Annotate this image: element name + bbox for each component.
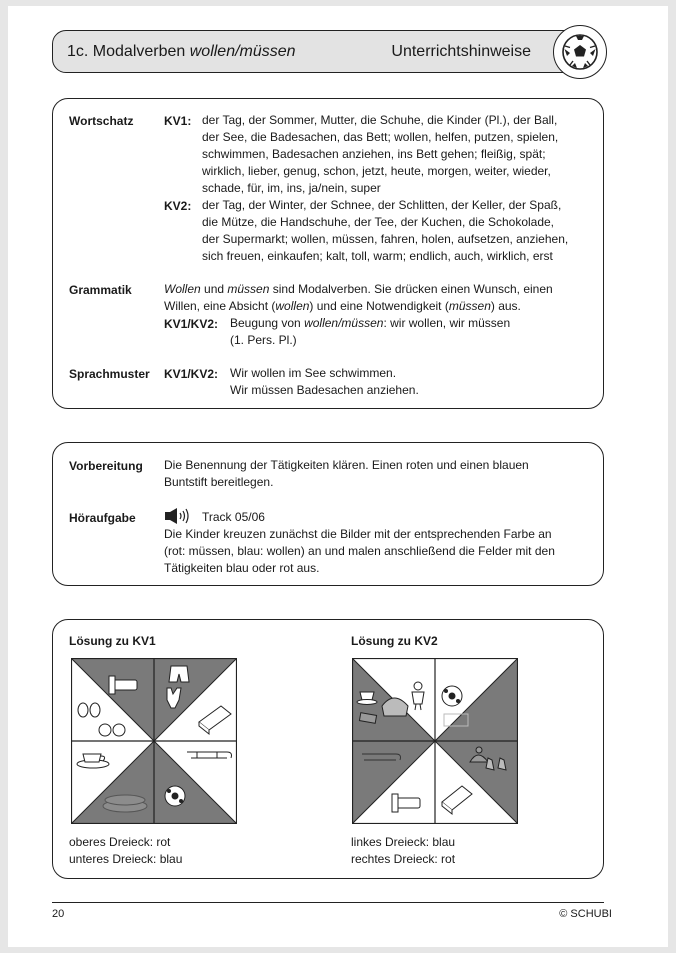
kv2-line: der Tag, der Winter, der Schnee, der Schlitten, der Keller, der Spaß, <box>202 198 562 212</box>
beugung-text <box>230 315 510 349</box>
footer-divider <box>52 902 604 903</box>
sprachmuster-line: Wir wollen im See schwimmen. <box>230 366 397 380</box>
hoeraufgabe-text <box>164 526 555 577</box>
solutions-box <box>52 619 604 879</box>
kv1-line: der See, die Badesachen, das Bett; wollen, helfen, putzen, spielen, <box>202 130 559 144</box>
sprachmuster-text <box>230 365 419 399</box>
grammatik-text <box>164 281 553 315</box>
kv1-solution-title: Lösung zu KV1 <box>69 634 156 648</box>
vorbereitung-label: Vorbereitung <box>69 459 143 473</box>
track-label: Track 05/06 <box>202 510 265 524</box>
kv2-line: die Mütze, die Handschuhe, der Tee, der Kuchen, die Schokolade, <box>202 215 555 229</box>
ball-icon <box>165 786 185 806</box>
vorbereitung-line: Buntstift bereitlegen. <box>164 475 274 489</box>
kv2-label: KV2: <box>164 199 192 213</box>
page-header <box>52 30 604 73</box>
kv2-line: der Supermarkt; wollen, müssen, fahren, holen, aufsetzen, anziehen, <box>202 232 569 246</box>
kv1-caption-line: oberes Dreieck: rot <box>69 835 171 849</box>
grammatik-word: Wollen <box>164 282 201 296</box>
pears-icon <box>78 703 100 717</box>
page-title <box>67 43 296 61</box>
wortschatz-label: Wortschatz <box>69 114 134 128</box>
grammatik-word: müssen <box>227 282 270 296</box>
beugung-word: : wir wollen, wir müssen <box>383 316 511 330</box>
kv2-solution-title: Lösung zu KV2 <box>351 634 438 648</box>
grammatik-word: sind Modalverben. Sie drücken einen Wunsch, einen <box>269 282 553 296</box>
grammatik-word: ) aus. <box>490 299 521 313</box>
grammatik-word: ) und eine Notwendigkeit ( <box>309 299 449 313</box>
apples-icon <box>99 724 125 736</box>
kv2-caption-line: linkes Dreieck: blau <box>351 835 456 849</box>
kv1-line: der Tag, der Sommer, Mutter, die Schuhe, die Kinder (Pl.), der Ball, <box>202 113 558 127</box>
kv1-kv2-label: KV1/KV2: <box>164 317 219 331</box>
kv1-solution-grid <box>71 658 237 824</box>
kv1-label: KV1: <box>164 114 192 128</box>
instructions-box <box>52 442 604 586</box>
kv1-line: schade, für, im, ins, ja/nein, super <box>202 181 381 195</box>
title-italic: wollen/müssen <box>189 43 296 60</box>
vorbereitung-text <box>164 457 529 491</box>
kv2-solution-grid <box>352 658 518 824</box>
grammatik-word: Willen, eine Absicht ( <box>164 299 276 313</box>
kv2-caption-line: rechtes Dreieck: rot <box>351 852 456 866</box>
kv1-caption-line: unteres Dreieck: blau <box>69 852 183 866</box>
ball-icon <box>442 686 462 706</box>
hoeraufgabe-line: Tätigkeiten blau oder rot aus. <box>164 561 320 575</box>
beugung-word: wollen/müssen <box>304 316 384 330</box>
kv2-line: sich freuen, einkaufen; kalt, toll, warm; endlich, auch, wirklich, erst <box>202 249 553 263</box>
book-icon <box>199 706 231 734</box>
vocabulary-box <box>52 98 604 409</box>
kv1-vocabulary <box>202 112 558 197</box>
title-prefix: 1c. Modalverben <box>67 43 190 60</box>
hoeraufgabe-line: Die Kinder kreuzen zunächst die Bilder mit der entsprechenden Farbe an <box>164 527 552 541</box>
kv2-caption <box>351 834 455 868</box>
book-icon <box>442 786 472 814</box>
hoeraufgabe-line: (rot: müssen, blau: wollen) an und malen anschließend die Felder mit den <box>164 544 555 558</box>
bed-icon <box>392 794 420 812</box>
cake-icon <box>103 795 147 812</box>
beugung-word: Beugung von <box>230 316 305 330</box>
sprachmuster-line: Wir müssen Badesachen anziehen. <box>230 383 419 397</box>
soccer-ball-icon <box>553 25 607 79</box>
kv1-line: wirklich, lieber, genug, schon, jetzt, heute, morgen, weiter, wieder, <box>202 164 551 178</box>
grammatik-word: und <box>200 282 228 296</box>
cup-icon <box>77 754 109 768</box>
child-icon <box>412 682 424 710</box>
hoeraufgabe-label: Höraufgabe <box>69 511 136 525</box>
page-number: 20 <box>52 908 65 920</box>
grammatik-word: wollen <box>275 299 310 313</box>
sprachmuster-label: Sprachmuster <box>69 367 150 381</box>
vorbereitung-line: Die Benennung der Tätigkeiten klären. Einen roten und einen blauen <box>164 458 529 472</box>
beugung-line: (1. Pers. Pl.) <box>230 333 297 347</box>
grammatik-word: müssen <box>448 299 491 313</box>
section-label: Unterrichtshinweise <box>391 43 531 60</box>
kv1-line: schwimmen, Badesachen anziehen, ins Bett gehen; fleißig, spät; <box>202 147 546 161</box>
grammatik-label: Grammatik <box>69 283 132 297</box>
kv2-vocabulary <box>202 197 568 265</box>
kv1-caption <box>69 834 182 868</box>
kv1-kv2-label: KV1/KV2: <box>164 367 219 381</box>
sled-icon <box>187 752 232 758</box>
copyright: © SCHUBI <box>559 908 612 920</box>
